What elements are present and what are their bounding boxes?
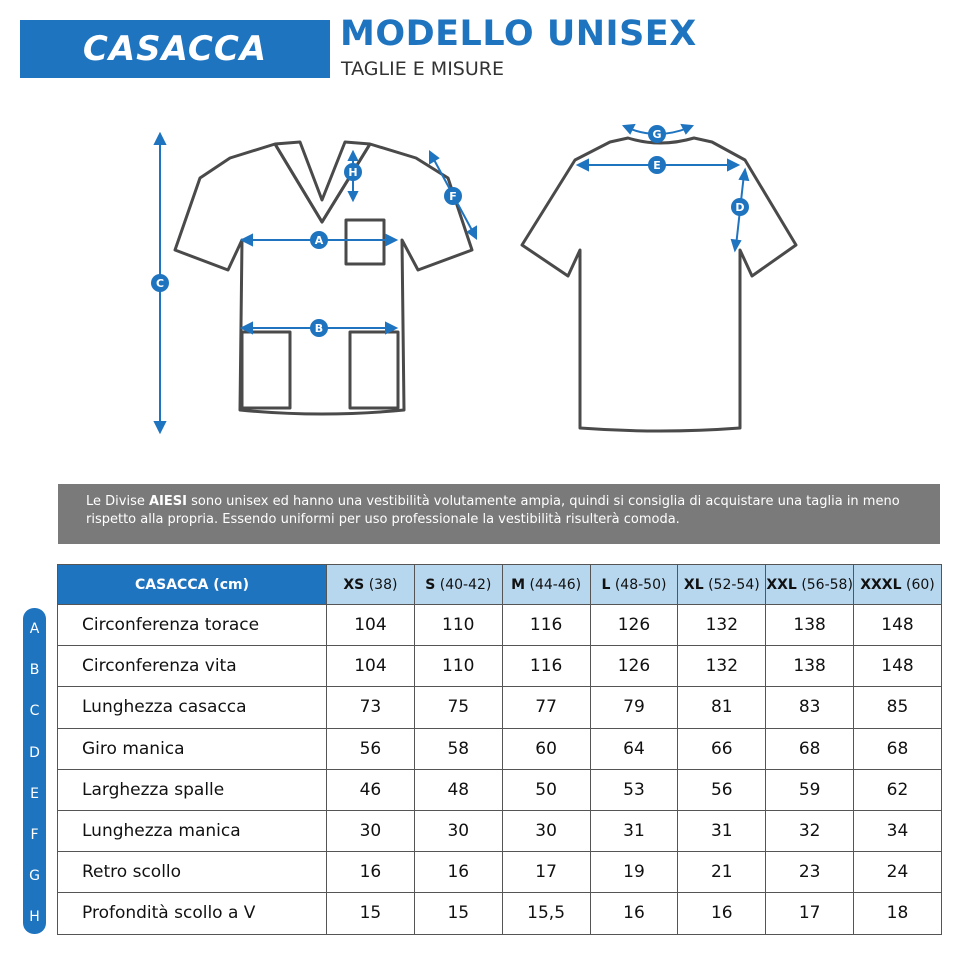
- measure-value: 126: [590, 646, 678, 687]
- size-code: XL: [683, 576, 704, 593]
- size-code: L: [601, 576, 611, 593]
- measure-value: 75: [414, 687, 502, 728]
- measure-value: 64: [590, 728, 678, 769]
- measure-value: 15,5: [502, 893, 590, 934]
- arrow-c-bottom: [155, 422, 165, 432]
- size-code: M: [511, 576, 526, 593]
- measure-value: 110: [414, 605, 502, 646]
- measure-value: 132: [678, 646, 766, 687]
- measure-value: 85: [854, 687, 942, 728]
- size-eu: (40-42): [439, 576, 492, 593]
- table-corner-header: CASACCA (cm): [58, 565, 327, 605]
- measure-value: 16: [678, 893, 766, 934]
- marker-a-label: A: [314, 234, 324, 247]
- measure-value: 16: [414, 852, 502, 893]
- table-row: [58, 605, 942, 646]
- measure-value: 148: [854, 605, 942, 646]
- measure-value: 24: [854, 852, 942, 893]
- page-subtitle: TAGLIE E MISURE: [341, 58, 504, 80]
- measure-value: 31: [678, 810, 766, 851]
- marker-h-label: H: [348, 166, 358, 179]
- size-code: XXXL: [860, 576, 902, 593]
- measure-value: 48: [414, 769, 502, 810]
- notice-line-1: [86, 493, 912, 511]
- size-code: XS: [343, 576, 365, 593]
- size-header-s: [414, 565, 502, 605]
- measure-value: 46: [327, 769, 415, 810]
- table-body: [58, 605, 942, 935]
- measure-value: 15: [414, 893, 502, 934]
- size-eu: (52-54): [708, 576, 760, 593]
- measure-value: 34: [854, 810, 942, 851]
- measure-value: 73: [327, 687, 415, 728]
- garment-diagram: [0, 100, 960, 460]
- measure-value: 104: [327, 605, 415, 646]
- measure-value: 15: [327, 893, 415, 934]
- arrow-c-top: [155, 134, 165, 144]
- measure-value: 56: [327, 728, 415, 769]
- measure-value: 21: [678, 852, 766, 893]
- measure-value: 32: [766, 810, 854, 851]
- row-letter: H: [29, 909, 40, 926]
- measure-value: 132: [678, 605, 766, 646]
- casacca-badge: CASACCA: [20, 20, 330, 78]
- measure-value: 126: [590, 605, 678, 646]
- row-letter: G: [29, 868, 40, 885]
- measure-value: 68: [766, 728, 854, 769]
- size-eu: (56-58): [801, 576, 853, 593]
- row-letter: C: [29, 703, 40, 720]
- front-v-neck: [275, 142, 370, 222]
- measure-value: 23: [766, 852, 854, 893]
- row-letter: A: [29, 621, 40, 637]
- measure-value: 116: [502, 605, 590, 646]
- measure-value: 68: [854, 728, 942, 769]
- measure-value: 16: [327, 852, 415, 893]
- fit-notice: [58, 484, 940, 544]
- measure-value: 56: [678, 769, 766, 810]
- table-row: [58, 852, 942, 893]
- page-title: MODELLO UNISEX: [340, 14, 697, 54]
- measure-value: 30: [414, 810, 502, 851]
- table-row: [58, 687, 942, 728]
- size-header-m: [502, 565, 590, 605]
- measure-value: 59: [766, 769, 854, 810]
- measure-value: 77: [502, 687, 590, 728]
- measure-value: 66: [678, 728, 766, 769]
- size-eu: (44-46): [529, 576, 582, 593]
- marker-e-label: E: [653, 159, 661, 172]
- arrow-f-bottom: [468, 227, 476, 238]
- arrow-d-bottom: [732, 240, 740, 250]
- right-pocket: [350, 332, 398, 408]
- measure-value: 18: [854, 893, 942, 934]
- measure-value: 62: [854, 769, 942, 810]
- size-code: S: [425, 576, 436, 593]
- size-header-xs: [327, 565, 415, 605]
- measure-value: 83: [766, 687, 854, 728]
- size-header-xxl: [766, 565, 854, 605]
- measure-label: Circonferenza torace: [58, 605, 327, 646]
- arrow-a-right: [386, 235, 396, 245]
- row-letter: E: [30, 785, 39, 802]
- measure-value: 104: [327, 646, 415, 687]
- table-row: [58, 893, 942, 934]
- chest-pocket: [346, 220, 384, 264]
- table-row: [58, 769, 942, 810]
- table-header-row: [58, 565, 942, 605]
- measure-label: Retro scollo: [58, 852, 327, 893]
- measure-value: 16: [590, 893, 678, 934]
- measure-value: 17: [766, 893, 854, 934]
- row-letter: D: [29, 744, 40, 761]
- size-header-xxxl: [854, 565, 942, 605]
- measure-label: Lunghezza manica: [58, 810, 327, 851]
- size-eu: (38): [368, 576, 398, 593]
- marker-f-label: F: [449, 190, 457, 203]
- measure-value: 19: [590, 852, 678, 893]
- arrow-h-top: [349, 152, 357, 160]
- size-eu: (48-50): [614, 576, 667, 593]
- back-tunic-outline: [522, 138, 796, 431]
- size-header-l: [590, 565, 678, 605]
- measure-label: Giro manica: [58, 728, 327, 769]
- measure-value: 31: [590, 810, 678, 851]
- size-table: [57, 564, 942, 935]
- marker-d-label: D: [735, 201, 745, 214]
- measure-label: Larghezza spalle: [58, 769, 327, 810]
- row-letter: F: [30, 827, 39, 843]
- measure-label: Circonferenza vita: [58, 646, 327, 687]
- size-code: XXL: [766, 576, 797, 593]
- measure-value: 60: [502, 728, 590, 769]
- table-row: [58, 728, 942, 769]
- measure-value: 30: [327, 810, 415, 851]
- measure-value: 148: [854, 646, 942, 687]
- measure-value: 50: [502, 769, 590, 810]
- measure-value: 81: [678, 687, 766, 728]
- measure-value: 79: [590, 687, 678, 728]
- size-eu: (60): [905, 576, 935, 593]
- measure-value: 138: [766, 605, 854, 646]
- measure-value: 138: [766, 646, 854, 687]
- arrow-a-left: [242, 235, 252, 245]
- marker-g-label: G: [652, 128, 662, 141]
- measure-label: Lunghezza casacca: [58, 687, 327, 728]
- arrow-f-top: [430, 152, 438, 163]
- arrow-g-left: [624, 125, 634, 133]
- arrow-g-right: [682, 125, 692, 133]
- notice-line-1-pre: Le Divise: [86, 494, 149, 509]
- measure-value: 53: [590, 769, 678, 810]
- measure-value: 30: [502, 810, 590, 851]
- row-letter-bar: [23, 608, 46, 934]
- arrow-e-right: [728, 160, 738, 170]
- arrow-d-top: [740, 170, 748, 180]
- arrow-h-bottom: [349, 192, 357, 200]
- size-header-xl: [678, 565, 766, 605]
- notice-line-1-post: sono unisex ed hanno una vestibilità volutamente ampia, quindi si consiglia di acquistare una taglia in meno: [186, 494, 900, 509]
- measure-value: 17: [502, 852, 590, 893]
- measure-value: 58: [414, 728, 502, 769]
- row-letter: B: [29, 662, 40, 679]
- table-row: [58, 810, 942, 851]
- notice-brand: AIESI: [148, 494, 187, 509]
- measure-value: 110: [414, 646, 502, 687]
- arrow-e-left: [578, 160, 588, 170]
- marker-c-label: C: [155, 277, 165, 290]
- measure-label: Profondità scollo a V: [58, 893, 327, 934]
- table-row: [58, 646, 942, 687]
- measure-value: 116: [502, 646, 590, 687]
- left-pocket: [242, 332, 290, 408]
- marker-b-label: B: [314, 322, 324, 335]
- front-tunic-outline: [175, 144, 472, 414]
- notice-line-2: rispetto alla propria. Essendo uniformi per uso professionale la vestibilità risulterà comoda.: [86, 512, 680, 527]
